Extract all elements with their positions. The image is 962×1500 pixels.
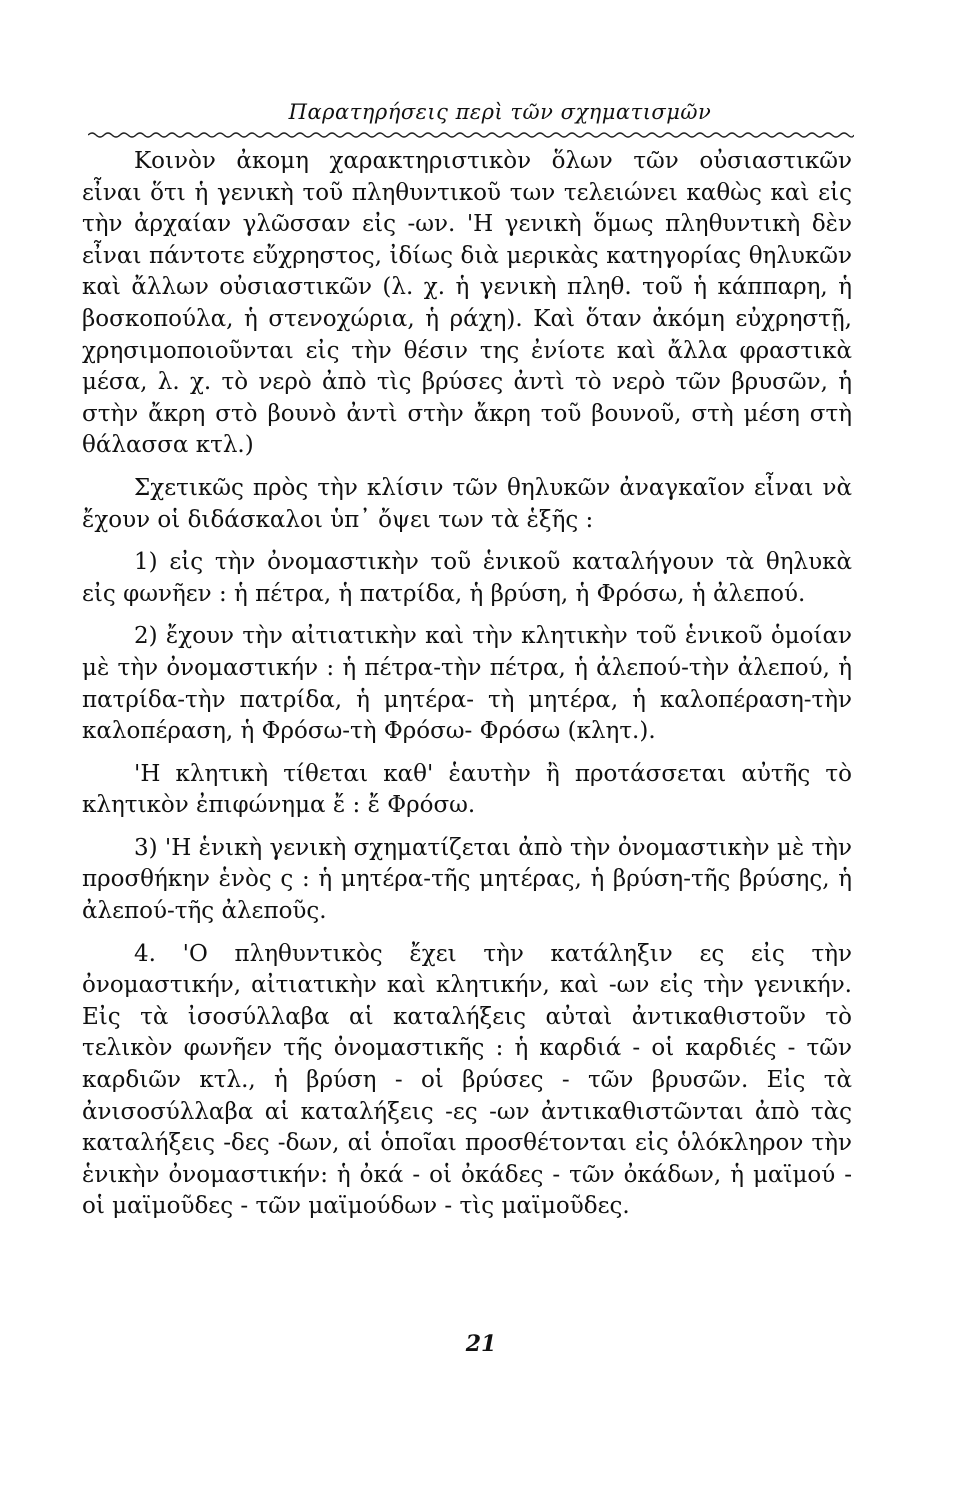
page-number: 21	[465, 1331, 497, 1357]
paragraph-genitive-plural: Κοινὸν ἀκομη χαρακτηριστικὸν ὅλων τῶν οὐσιαστικῶν εἶναι ὅτι ἡ γενικὴ τοῦ πληθυντικοῦ των τελειώνει καθὼς καὶ εἰς τὴν ἀρχαίαν γλῶσσαν εἰς -ων. 'Η γενικὴ ὅμως πληθυντικὴ δὲν εἶναι πάντοτε εὔχρηστος, ἰδίως διὰ μερικὰς κατηγορίας θηλυκῶν καὶ ἄλλων οὐσιαστικῶν (λ. χ. ἡ γενικὴ πληθ. τοῦ ἡ κάππαρη, ἡ βοσκοπούλα, ἡ στενοχώρια, ἡ ράχη). Καὶ ὅταν ἀκόμη εὐχρηστῇ, χρησιμοποιοῦνται εἰς τὴν θέσιν της ἐνίοτε καὶ ἄλλα φραστικὰ μέσα, λ. χ. τὸ νερὸ ἀπὸ τὶς βρύσες ἀντὶ τὸ νερὸ τῶν βρυσῶν, ἡ στὴν ἄκρη στὸ βουνὸ ἀντὶ στὴν ἄκρη τοῦ βουνοῦ, στὴ μέση στὴ θάλασσα κτλ.)	[82, 148, 852, 459]
body-text	[82, 146, 852, 1234]
running-header: Παρατηρήσεις περὶ τῶν σχηματισμῶν	[288, 100, 712, 124]
paragraph-rule-1-nominative: 1) εἰς τὴν ὀνομαστικὴν τοῦ ἑνικοῦ καταλήγουν τὰ θηλυκὰ εἰς φωνῆεν : ἡ πέτρα, ἡ πατρίδα, ἡ βρύση, ἡ Φρόσω, ἡ ἀλεπού.	[82, 549, 852, 607]
paragraph-rule-4-plural: 4. 'Ο πληθυντικὸς ἔχει τὴν κατάληξιν ες εἰς τὴν ὀνομαστικήν, αἰτιατικὴν καὶ κλητικήν, καὶ -ων εἰς τὴν γενικήν. Εἰς τὰ ἰσοσύλλαβα αἱ καταλήξεις αὐταὶ ἀντικαθιστοῦν τὸ τελικὸν φωνῆεν τῆς ὀνομαστικῆς : ἡ καρδιά - οἱ καρδιές - τῶν καρδιῶν κτλ., ἡ βρύση - οἱ βρύσες - τῶν βρυσῶν. Εἰς τὰ ἀνισοσύλλαβα αἱ καταλήξεις -ες -ων ἀντικαθιστῶνται ἀπὸ τὰς καταλήξεις -δες -δων, αἱ ὁποῖαι προσθέτονται εἰς ὁλόκληρον τὴν ἑνικὴν ὀνομαστικήν: ἡ ὀκά - οἱ ὀκάδες - τῶν ὀκάδων, ἡ μαϊμού - οἱ μαϊμοῦδες - τῶν μαϊμούδων - τὶς μαϊμοῦδες.	[82, 940, 852, 1220]
header-wavy-rule	[88, 130, 854, 140]
paragraph-rule-3-genitive: 3) 'Η ἑνικὴ γενικὴ σχηματίζεται ἀπὸ τὴν ὀνομαστικὴν μὲ τὴν προσθήκην ἑνὸς ς : ἡ μητέρα-τῆς μητέρας, ἡ βρύση-τῆς βρύσης, ἡ ἀλεπού-τῆς ἀλεποῦς.	[82, 834, 852, 925]
paragraph-feminine-declension-intro: Σχετικῶς πρὸς τὴν κλίσιν τῶν θηλυκῶν ἀναγκαῖον εἶναι νὰ ἔχουν οἱ διδάσκαλοι ὑπ᾽ ὄψει των τὰ ἑξῆς :	[82, 474, 852, 533]
paragraph-vocative-note: 'Η κλητικὴ τίθεται καθ' ἑαυτὴν ἢ προτάσσεται αὐτῆς τὸ κλητικὸν ἐπιφώνημα ἔ : ἔ Φρόσω.	[82, 760, 852, 819]
paragraph-rule-2-accusative-vocative: 2) ἔχουν τὴν αἰτιατικὴν καὶ τὴν κλητικὴν τοῦ ἑνικοῦ ὁμοίαν μὲ τὴν ὀνομαστικήν : ἡ πέτρα-τὴν πέτρα, ἡ ἀλεπού-τὴν ἀλεπού, ἡ πατρίδα-τὴν πατρίδα, ἡ μητέρα- τὴ μητέρα, ἡ καλοπέραση-τὴν καλοπέραση, ἡ Φρόσω-τὴ Φρόσω- Φρόσω (κλητ.).	[82, 623, 852, 745]
